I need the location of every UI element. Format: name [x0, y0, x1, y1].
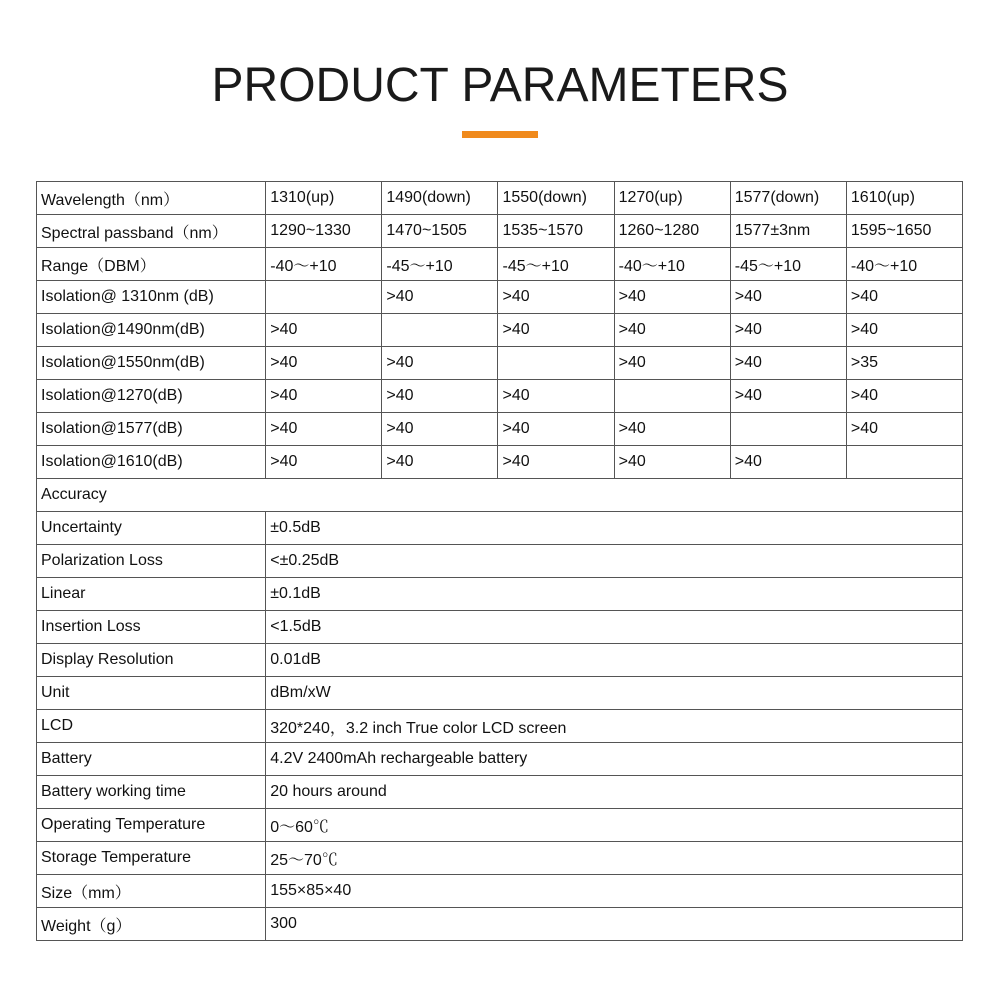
table-cell — [266, 281, 382, 314]
table-cell: 1595~1650 — [846, 215, 962, 248]
row-label: Range（DBM） — [37, 248, 266, 281]
table-cell: 1550(down) — [498, 182, 614, 215]
table-row — [37, 710, 963, 743]
table-cell: 1310(up) — [266, 182, 382, 215]
spec-label: Operating Temperature — [37, 809, 266, 842]
table-cell: -40～+10 — [614, 248, 730, 281]
table-row — [37, 380, 963, 413]
spec-value: 300 — [266, 908, 963, 941]
table-cell: >40 — [730, 347, 846, 380]
row-label: Isolation@ 1310nm (dB) — [37, 281, 266, 314]
table-cell: -45～+10 — [498, 248, 614, 281]
section-heading: Accuracy — [37, 479, 963, 512]
table-cell — [614, 380, 730, 413]
table-cell: >40 — [730, 281, 846, 314]
spec-label: Storage Temperature — [37, 842, 266, 875]
table-row — [37, 677, 963, 710]
table-cell: 1490(down) — [382, 182, 498, 215]
row-label: Spectral passband（nm） — [37, 215, 266, 248]
row-label: Isolation@1610(dB) — [37, 446, 266, 479]
table-cell: >40 — [614, 413, 730, 446]
spec-value: 0.01dB — [266, 644, 963, 677]
spec-label: Insertion Loss — [37, 611, 266, 644]
table-cell: >40 — [614, 347, 730, 380]
table-row — [37, 611, 963, 644]
table-cell: 1260~1280 — [614, 215, 730, 248]
spec-value: 320*240，3.2 inch True color LCD screen — [266, 710, 963, 743]
table-cell: >40 — [382, 413, 498, 446]
table-row — [37, 314, 963, 347]
table-cell: >40 — [846, 314, 962, 347]
table-cell: >40 — [846, 281, 962, 314]
table-cell: 1610(up) — [846, 182, 962, 215]
table-row — [37, 809, 963, 842]
table-cell: >40 — [498, 380, 614, 413]
spec-value: <±0.25dB — [266, 545, 963, 578]
table-cell: >40 — [382, 380, 498, 413]
row-label: Isolation@1270(dB) — [37, 380, 266, 413]
table-row — [37, 446, 963, 479]
table-cell: 1577(down) — [730, 182, 846, 215]
table-row — [37, 776, 963, 809]
table-cell: -40～+10 — [846, 248, 962, 281]
spec-value: 4.2V 2400mAh rechargeable battery — [266, 743, 963, 776]
title-underline — [462, 131, 538, 138]
table-cell: >35 — [846, 347, 962, 380]
table-cell: >40 — [614, 314, 730, 347]
table-cell — [730, 413, 846, 446]
table-cell: 1290~1330 — [266, 215, 382, 248]
table-row — [37, 578, 963, 611]
table-cell — [846, 446, 962, 479]
table-cell: >40 — [498, 413, 614, 446]
table-row — [37, 908, 963, 941]
spec-label: Polarization Loss — [37, 545, 266, 578]
section-heading-row — [37, 479, 963, 512]
table-cell: >40 — [498, 446, 614, 479]
spec-value: 155×85×40 — [266, 875, 963, 908]
table-cell: -40～+10 — [266, 248, 382, 281]
row-label: Isolation@1490nm(dB) — [37, 314, 266, 347]
table-cell: >40 — [846, 413, 962, 446]
spec-value: <1.5dB — [266, 611, 963, 644]
table-cell: >40 — [266, 314, 382, 347]
row-label: Wavelength（nm） — [37, 182, 266, 215]
parameters-table — [36, 181, 963, 941]
spec-value: 25～70℃ — [266, 842, 963, 875]
table-cell: >40 — [730, 380, 846, 413]
table-row — [37, 215, 963, 248]
table-row — [37, 413, 963, 446]
spec-value: ±0.1dB — [266, 578, 963, 611]
table-row — [37, 875, 963, 908]
spec-label: Size（mm） — [37, 875, 266, 908]
spec-value: ±0.5dB — [266, 512, 963, 545]
parameters-table-body — [37, 182, 963, 941]
table-cell: >40 — [498, 281, 614, 314]
spec-label: Unit — [37, 677, 266, 710]
table-cell: >40 — [266, 413, 382, 446]
spec-label: Uncertainty — [37, 512, 266, 545]
table-row — [37, 347, 963, 380]
spec-value: dBm/xW — [266, 677, 963, 710]
table-cell: -45～+10 — [730, 248, 846, 281]
table-cell: 1270(up) — [614, 182, 730, 215]
spec-label: Weight（g） — [37, 908, 266, 941]
spec-value: 0～60℃ — [266, 809, 963, 842]
table-cell: >40 — [730, 314, 846, 347]
spec-label: LCD — [37, 710, 266, 743]
row-label: Isolation@1577(dB) — [37, 413, 266, 446]
spec-label: Battery working time — [37, 776, 266, 809]
spec-label: Battery — [37, 743, 266, 776]
table-cell: >40 — [730, 446, 846, 479]
table-cell: >40 — [266, 446, 382, 479]
spec-value: 20 hours around — [266, 776, 963, 809]
row-label: Isolation@1550nm(dB) — [37, 347, 266, 380]
table-cell: >40 — [614, 281, 730, 314]
table-cell: >40 — [382, 446, 498, 479]
table-cell: >40 — [846, 380, 962, 413]
table-row — [37, 512, 963, 545]
spec-label: Display Resolution — [37, 644, 266, 677]
table-row — [37, 545, 963, 578]
table-cell: 1470~1505 — [382, 215, 498, 248]
table-row — [37, 644, 963, 677]
table-cell: >40 — [614, 446, 730, 479]
table-row — [37, 248, 963, 281]
table-row — [37, 743, 963, 776]
table-row — [37, 281, 963, 314]
table-cell: 1577±3nm — [730, 215, 846, 248]
table-cell: 1535~1570 — [498, 215, 614, 248]
table-row — [37, 182, 963, 215]
table-row — [37, 842, 963, 875]
table-cell: -45～+10 — [382, 248, 498, 281]
table-cell: >40 — [382, 281, 498, 314]
table-cell — [498, 347, 614, 380]
table-cell: >40 — [266, 347, 382, 380]
spec-label: Linear — [37, 578, 266, 611]
page-title: PRODUCT PARAMETERS — [211, 59, 789, 112]
table-cell — [382, 314, 498, 347]
table-cell: >40 — [498, 314, 614, 347]
table-cell: >40 — [382, 347, 498, 380]
table-cell: >40 — [266, 380, 382, 413]
